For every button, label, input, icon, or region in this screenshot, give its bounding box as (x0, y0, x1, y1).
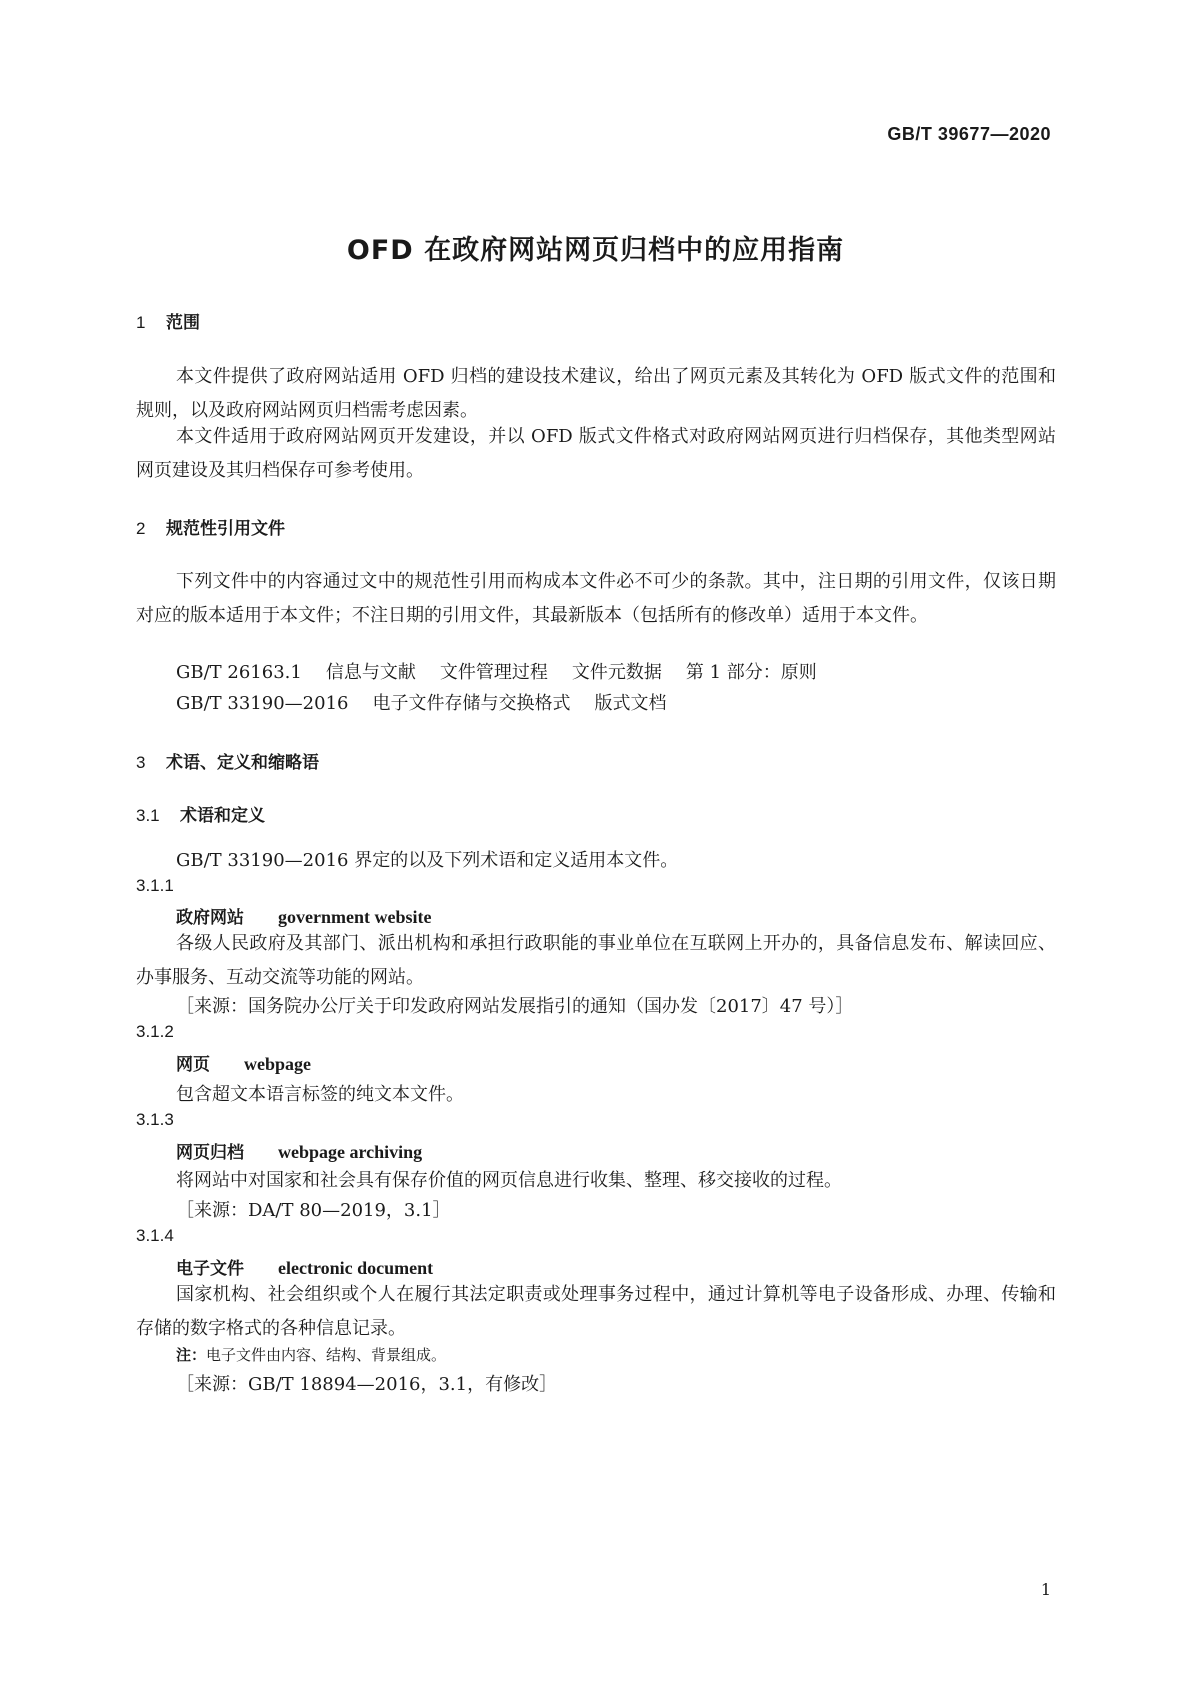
term-source: ［来源：GB/T 18894—2016，3.1，有修改］ (176, 1374, 558, 1395)
standard-number: GB/T 39677—2020 (887, 124, 1051, 144)
term-en: webpage (244, 1054, 311, 1074)
subsection-3-1-intro: GB/T 33190—2016 界定的以及下列术语和定义适用本文件。 (176, 850, 679, 871)
section-title: 术语、定义和缩略语 (166, 753, 319, 773)
term-definition: 各级人民政府及其部门、派出机构和承担行政职能的事业单位在互联网上开办的，具备信息发布、解读回应、办事服务、互动交流等功能的网站。 (136, 933, 1056, 988)
term-heading (176, 903, 431, 928)
note-text: 电子文件由内容、结构、背景组成。 (206, 1346, 447, 1364)
note-label: 注： (176, 1346, 207, 1364)
section-2-paragraph-1: 下列文件中的内容通过文中的规范性引用而构成本文件必不可少的条款。其中，注日期的引用文件，仅该日期对应的版本适用于本文件；不注日期的引用文件，其最新版本（包括所有的修改单）适用于本文件。 (136, 571, 1056, 626)
term-number: 3.1.3 (136, 1110, 174, 1129)
term-number: 3.1.2 (136, 1022, 174, 1041)
section-number: 3 (136, 753, 146, 772)
section-2-heading (136, 514, 285, 539)
section-1-paragraph-1: 本文件提供了政府网站适用 OFD 归档的建设技术建议，给出了网页元素及其转化为 OFD 版式文件的范围和规则，以及政府网站网页归档需考虑因素。 (136, 366, 1056, 421)
term-en: webpage archiving (278, 1142, 423, 1162)
term-heading (176, 1050, 311, 1075)
section-3-heading (136, 748, 319, 773)
section-number: 2 (136, 519, 146, 538)
reference-title-part: 第 1 部分：原则 (685, 662, 817, 683)
term-heading (176, 1254, 433, 1279)
subsection-3-1-heading (136, 801, 265, 826)
term-zh: 网页 (176, 1055, 210, 1075)
term-heading (176, 1138, 422, 1163)
section-number: 1 (136, 313, 146, 332)
term-zh: 电子文件 (176, 1259, 244, 1279)
subsection-number: 3.1 (136, 806, 160, 825)
section-1-paragraph-2: 本文件适用于政府网站网页开发建设，并以 OFD 版式文件格式对政府网站网页进行归档保存，其他类型网站网页建设及其归档保存可参考使用。 (136, 426, 1056, 481)
reference-code: GB/T 26163.1 (176, 662, 302, 683)
term-zh: 政府网站 (176, 908, 244, 928)
term-en: electronic document (278, 1258, 434, 1278)
subsection-title: 术语和定义 (180, 806, 265, 826)
section-title: 规范性引用文件 (166, 519, 285, 539)
document-title: OFD 在政府网站网页归档中的应用指南 (346, 235, 845, 266)
term-definition: 将网站中对国家和社会具有保存价值的网页信息进行收集、整理、移交接收的过程。 (176, 1170, 842, 1191)
reference-title-part: 电子文件存储与交换格式 (372, 693, 571, 714)
section-1-heading (136, 308, 200, 333)
reference-title-part: 版式文档 (594, 693, 667, 714)
section-title: 范围 (166, 313, 200, 333)
reference-title-part: 文件管理过程 (439, 662, 548, 683)
reference-title-part: 文件元数据 (571, 662, 662, 683)
term-number: 3.1.1 (136, 876, 174, 895)
term-zh: 网页归档 (176, 1143, 244, 1163)
term-source: ［来源：国务院办公厅关于印发政府网站发展指引的通知（国办发〔2017〕47 号）］ (176, 996, 854, 1017)
term-source: ［来源：DA/T 80—2019，3.1］ (176, 1200, 451, 1221)
reference-code: GB/T 33190—2016 (176, 693, 349, 714)
term-definition: 国家机构、社会组织或个人在履行其法定职责或处理事务过程中，通过计算机等电子设备形成、办理、传输和存储的数字格式的各种信息记录。 (136, 1284, 1056, 1339)
reference-title-part: 信息与文献 (325, 662, 416, 683)
term-note (176, 1344, 446, 1365)
reference-item (176, 689, 666, 715)
page-number: 1 (1040, 1580, 1051, 1599)
term-number: 3.1.4 (136, 1226, 174, 1245)
term-en: government website (278, 907, 432, 927)
term-definition: 包含超文本语言标签的纯文本文件。 (176, 1084, 464, 1105)
reference-item (176, 658, 817, 684)
